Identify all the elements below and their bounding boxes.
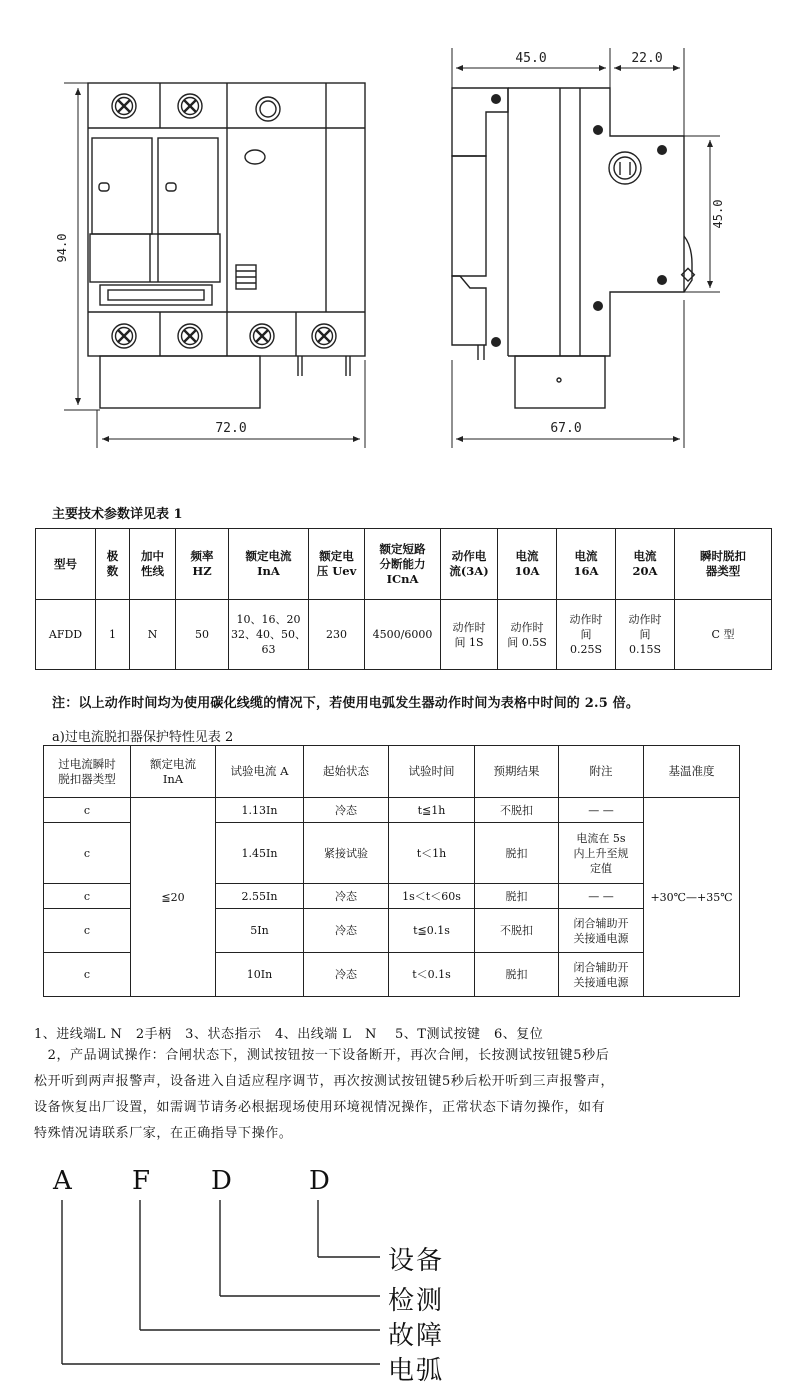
table2-cell: 不脱扣 <box>475 798 559 823</box>
table2-row <box>44 798 740 823</box>
side-top-left-label: 45.0 <box>515 51 547 66</box>
table2-note-cell <box>559 884 644 909</box>
table2-header-cell <box>644 746 740 798</box>
cell-line: 16A <box>573 564 599 578</box>
side-view <box>452 88 694 408</box>
table2-header-cell <box>131 746 216 798</box>
table2-cell: 1.13In <box>216 798 304 823</box>
cell-line: 定值 <box>590 861 612 875</box>
cell-line: 基温准度 <box>668 764 715 778</box>
paragraph-line: 2，产品调试操作：合闸状态下，测试按钮按一下设备断开，再次合闸，长按测试按钮键5秒后 <box>34 1048 610 1063</box>
table2-cell: t≦1h <box>389 798 475 823</box>
table1-data-cell <box>365 600 441 670</box>
cell-line: 分断能力 <box>379 556 426 571</box>
cell-line: 动作时 <box>628 613 662 626</box>
table2-note-cell <box>559 909 644 953</box>
cell-line: 间 <box>639 628 651 641</box>
table2-header-cell <box>304 746 389 798</box>
table2-header-cell <box>559 746 644 798</box>
cell-line: 频率 <box>190 549 214 563</box>
meaning-detection: 检测 <box>388 1286 445 1316</box>
cell-line: 关接通电源 <box>573 931 629 945</box>
cell-line: 闭合辅助开 <box>573 960 629 974</box>
cell-line: 额定电流 <box>245 549 292 563</box>
paragraph-line: 特殊情况请联系厂家，在正确指导下操作。 <box>34 1126 293 1141</box>
cell-line: 间 <box>580 628 592 641</box>
cell-line: 性线 <box>141 564 164 578</box>
table2-note-cell <box>559 798 644 823</box>
rated-current-cell: ≦20 <box>131 798 216 997</box>
table1-header-cell <box>498 529 557 600</box>
cell-line: 附注 <box>589 764 613 778</box>
acronym-letter-a: A <box>53 1166 72 1196</box>
table1-data-cell <box>441 600 498 670</box>
cell-line: 关接通电源 <box>573 975 629 989</box>
cell-line: 电流在 5s <box>576 831 626 845</box>
cell-line: 动作时 <box>569 613 603 626</box>
table1-caption: 主要技术参数详见表 1 <box>52 507 183 522</box>
cell-line: 试验电流 A <box>230 764 289 778</box>
table1-data-cell <box>130 600 176 670</box>
acronym-letter-f: F <box>132 1166 151 1196</box>
table1-header-row <box>36 529 772 600</box>
table2-note-cell <box>559 953 644 997</box>
cell-line: C 型 <box>711 628 735 641</box>
cell-line: 数 <box>106 564 119 578</box>
cell-line: 间 1S <box>454 635 484 649</box>
table2-cell: t≦0.1s <box>389 909 475 953</box>
cell-line: 4500/6000 <box>372 628 433 641</box>
table1-data-cell <box>616 600 675 670</box>
meaning-fault: 故障 <box>388 1321 445 1351</box>
table2-cell: 冷态 <box>304 909 389 953</box>
table2-header-row <box>44 746 740 798</box>
side-right-height-label: 45.0 <box>711 199 725 229</box>
table2-header-cell <box>216 746 304 798</box>
cell-line: 压 Uev <box>316 564 357 578</box>
cell-line: 63 <box>261 643 276 656</box>
cell-line: InA <box>162 771 184 786</box>
acronym-letter-d2: D <box>309 1166 330 1196</box>
cell-line: 10A <box>514 564 540 578</box>
cell-line: 过电流瞬时 <box>58 756 116 771</box>
cell-line: 闭合辅助开 <box>573 916 629 930</box>
front-view <box>88 83 365 408</box>
cell-line: — — <box>588 803 614 817</box>
table1-data-cell <box>176 600 229 670</box>
cell-line: 流(3A) <box>449 564 489 578</box>
table2-cell: c <box>44 823 131 884</box>
table2-cell: c <box>44 953 131 997</box>
table2-cell: c <box>44 798 131 823</box>
cell-line: 动作时 <box>510 620 544 634</box>
table1-data-cell <box>309 600 365 670</box>
cell-line: 0.15S <box>628 643 662 656</box>
table2-caption: a)过电流脱扣器保护特性见表 2 <box>52 730 234 745</box>
cell-line: HZ <box>192 564 212 578</box>
table2-cell: 10In <box>216 953 304 997</box>
table2-header-cell <box>44 746 131 798</box>
table1-header-cell <box>675 529 772 600</box>
table2-cell: 脱扣 <box>475 953 559 997</box>
table1-header-cell <box>616 529 675 600</box>
cell-line: 器类型 <box>705 564 741 578</box>
meaning-device: 设备 <box>388 1246 445 1276</box>
cell-line: 起始状态 <box>323 764 369 778</box>
table2-cell: 冷态 <box>304 884 389 909</box>
table1-header-cell <box>309 529 365 600</box>
table2-note-cell <box>559 823 644 884</box>
cell-line: 额定短路 <box>379 541 426 556</box>
cell-line: 230 <box>326 628 347 641</box>
cell-line: 内上升至规 <box>573 846 629 860</box>
cell-line: 电流 <box>633 549 657 563</box>
table1-header-cell <box>36 529 96 600</box>
table1-header-cell <box>130 529 176 600</box>
table1-data-cell <box>675 600 772 670</box>
note-text: 注：以上动作时间均为使用碳化线缆的情况下，若使用电弧发生器动作时间为表格中时间的 2.5 倍。 <box>52 696 640 711</box>
cell-line: AFDD <box>48 628 83 641</box>
table1-data-cell <box>36 600 96 670</box>
parameter-table <box>35 528 772 670</box>
side-width-label: 67.0 <box>550 421 582 436</box>
table1-data-cell <box>96 600 130 670</box>
table2-header-cell <box>475 746 559 798</box>
paragraph-line: 设备恢复出厂设置，如需调节请务必根据现场使用环境视情况操作，正常状态下请勿操作，如有 <box>34 1100 606 1115</box>
table2-header-cell <box>389 746 475 798</box>
cell-line: 1 <box>109 628 116 641</box>
table2-cell: 1.45In <box>216 823 304 884</box>
cell-line: 动作电 <box>451 549 487 563</box>
table1-header-cell <box>229 529 309 600</box>
cell-line: 0.25S <box>569 643 603 656</box>
base-temp-cell: +30℃—+35℃ <box>644 798 740 997</box>
table2-cell: 不脱扣 <box>475 909 559 953</box>
cell-line: 额定电 <box>319 549 354 563</box>
cell-line: 10、16、20 <box>236 613 301 626</box>
legend-line: 1、进线端L N 2手柄 3、状态指示 4、出线端 L N 5、T测试按键 6、复位 <box>34 1027 544 1042</box>
meaning-arc: 电弧 <box>388 1356 445 1386</box>
cell-line: 电流 <box>574 549 598 563</box>
protection-table <box>43 745 740 997</box>
table1-data-cell <box>498 600 557 670</box>
table2-cell: 紧接试验 <box>304 823 389 884</box>
table2-cell: 脱扣 <box>475 823 559 884</box>
cell-line: 加中 <box>141 549 164 563</box>
technical-drawing <box>0 0 790 450</box>
acronym-letter-d1: D <box>211 1166 232 1196</box>
table1-data-row <box>36 600 772 670</box>
cell-line: 试验时间 <box>408 764 455 778</box>
front-height-label: 94.0 <box>55 233 69 263</box>
table1-header-cell <box>441 529 498 600</box>
table2-cell: t＜0.1s <box>389 953 475 997</box>
table1-header-cell <box>365 529 441 600</box>
table1-header-cell <box>557 529 616 600</box>
table1-header-cell <box>96 529 130 600</box>
operation-paragraph <box>34 1043 779 1147</box>
cell-line: 32、40、50、 <box>231 628 306 641</box>
table1-data-cell <box>557 600 616 670</box>
side-top-right-label: 22.0 <box>631 51 663 66</box>
paragraph-line: 松开听到两声报警声，设备进入自适应程序调节，再次按测试按钮键5秒后松开听到三声报警声， <box>34 1074 615 1089</box>
cell-line: 间 0.5S <box>507 635 547 649</box>
cell-line: 20A <box>632 564 658 578</box>
cell-line: 预期结果 <box>493 764 540 778</box>
table1-header-cell <box>176 529 229 600</box>
table2-cell: c <box>44 884 131 909</box>
cell-line: — — <box>588 889 614 903</box>
table2-cell: 冷态 <box>304 953 389 997</box>
cell-line: InA <box>257 564 280 578</box>
table2-cell: 冷态 <box>304 798 389 823</box>
cell-line: 动作时 <box>452 620 486 634</box>
cell-line: 额定电流 <box>150 756 196 771</box>
cell-line: 瞬时脱扣 <box>700 549 746 563</box>
cell-line: 脱扣器类型 <box>58 771 116 786</box>
cell-line: 型号 <box>54 556 77 571</box>
cell-line: 电流 <box>515 549 539 563</box>
cell-line: ICnA <box>386 571 419 586</box>
table2-cell: 脱扣 <box>475 884 559 909</box>
table2-cell: 5In <box>216 909 304 953</box>
table2-cell: 1s＜t＜60s <box>389 884 475 909</box>
table2-cell: 2.55In <box>216 884 304 909</box>
cell-line: N <box>147 628 158 641</box>
cell-line: 50 <box>195 628 209 641</box>
table1-data-cell <box>229 600 309 670</box>
table2-cell: t＜1h <box>389 823 475 884</box>
cell-line: 极 <box>106 549 119 563</box>
table2-cell: c <box>44 909 131 953</box>
front-width-label: 72.0 <box>215 421 247 436</box>
